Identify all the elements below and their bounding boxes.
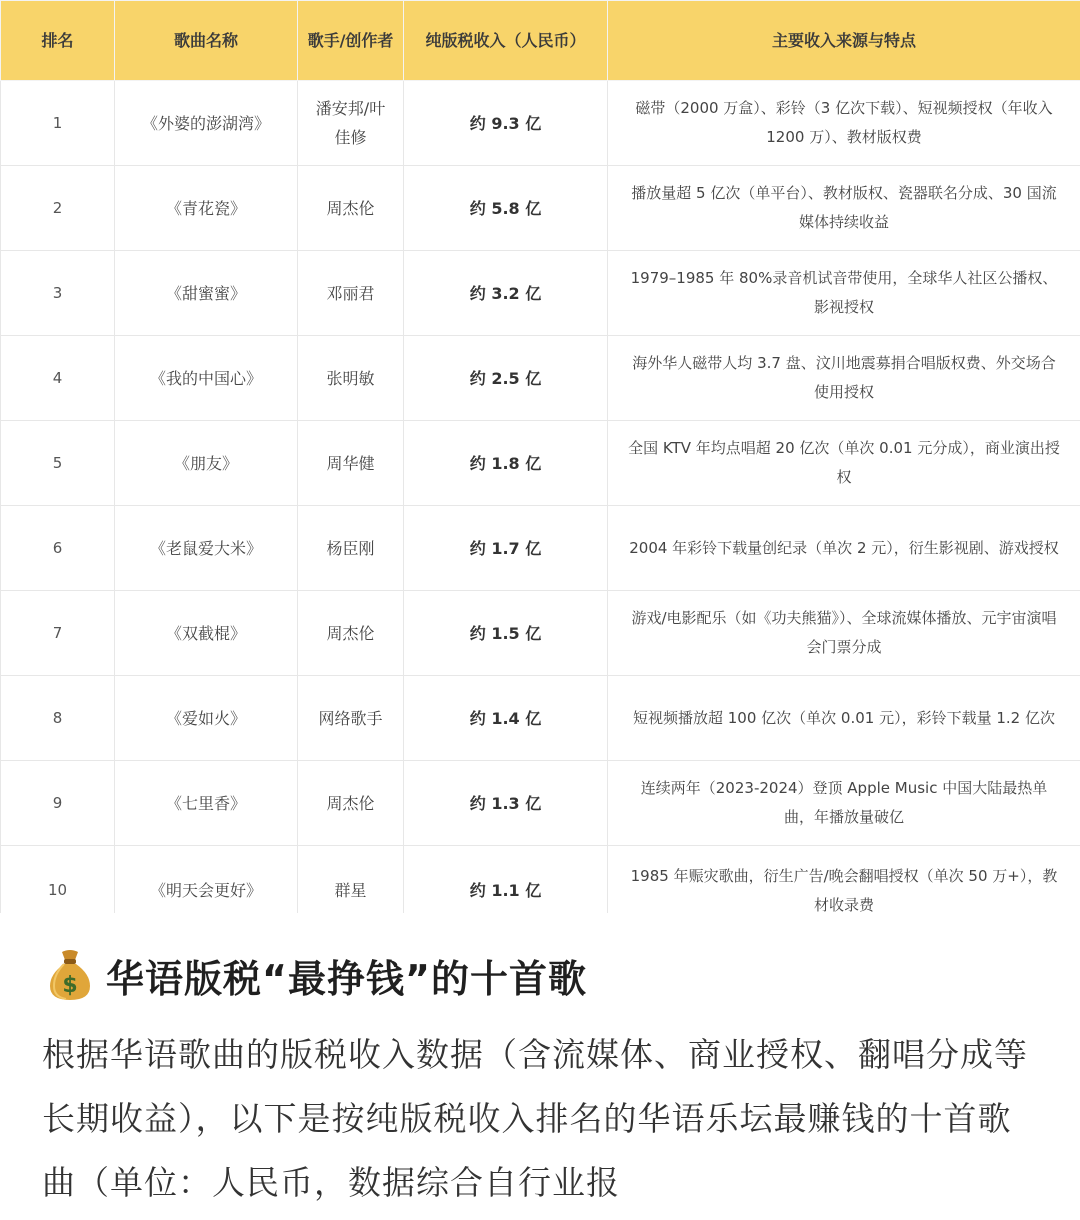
income-cell: 约 3.2 亿 [404, 251, 608, 336]
song-cell: 《老鼠爱大米》 [115, 506, 298, 591]
header-song: 歌曲名称 [115, 1, 298, 81]
table-row [1, 506, 1080, 591]
table-row [1, 421, 1080, 506]
header-artist: 歌手/创作者 [298, 1, 404, 81]
income-cell: 约 1.5 亿 [404, 591, 608, 676]
song-cell: 《朋友》 [115, 421, 298, 506]
artist-cell: 群星 [298, 846, 404, 914]
svg-text:$: $ [62, 973, 78, 998]
table-row [1, 591, 1080, 676]
artist-cell: 周杰伦 [298, 591, 404, 676]
rank-cell: 8 [1, 676, 115, 761]
rank-cell: 5 [1, 421, 115, 506]
income-cell: 约 2.5 亿 [404, 336, 608, 421]
header-income: 纯版税收入（人民币） [404, 1, 608, 81]
source-cell: 播放量超 5 亿次（单平台）、教材版权、瓷器联名分成、30 国流媒体持续收益 [608, 166, 1080, 251]
income-cell: 约 5.8 亿 [404, 166, 608, 251]
song-cell: 《明天会更好》 [115, 846, 298, 914]
table-row [1, 846, 1080, 914]
table-row [1, 166, 1080, 251]
source-cell: 全国 KTV 年均点唱超 20 亿次（单次 0.01 元分成），商业演出授权 [608, 421, 1080, 506]
source-cell: 2004 年彩铃下载量创纪录（单次 2 元），衍生影视剧、游戏授权 [608, 506, 1080, 591]
artist-cell: 网络歌手 [298, 676, 404, 761]
money-bag-icon [46, 948, 94, 1002]
source-cell: 游戏/电影配乐（如《功夫熊猫》）、全球流媒体播放、元宇宙演唱会门票分成 [608, 591, 1080, 676]
source-cell: 1979–1985 年 80%录音机试音带使用，全球华人社区公播权、影视授权 [608, 251, 1080, 336]
table-row [1, 761, 1080, 846]
post-heading [46, 943, 587, 1007]
source-cell: 1985 年赈灾歌曲，衍生广告/晚会翻唱授权（单次 50 万+），教材收录费 [608, 846, 1080, 914]
artist-cell: 周杰伦 [298, 761, 404, 846]
artist-cell: 杨臣刚 [298, 506, 404, 591]
income-cell: 约 1.7 亿 [404, 506, 608, 591]
source-cell: 连续两年（2023-2024）登顶 Apple Music 中国大陆最热单曲，年播放量破亿 [608, 761, 1080, 846]
rank-cell: 10 [1, 846, 115, 914]
song-cell: 《外婆的澎湖湾》 [115, 81, 298, 166]
rank-cell: 1 [1, 81, 115, 166]
post-intro-text: 根据华语歌曲的版税收入数据（含流媒体、商业授权、翻唱分成等长期收益），以下是按纯版税收入排名的华语乐坛最赚钱的十首歌曲（单位：人民币，数据综合自行业报 [42, 1035, 1028, 1202]
income-cell: 约 1.3 亿 [404, 761, 608, 846]
artist-cell: 邓丽君 [298, 251, 404, 336]
header-source: 主要收入来源与特点 [608, 1, 1080, 81]
rank-cell: 7 [1, 591, 115, 676]
song-cell: 《甜蜜蜜》 [115, 251, 298, 336]
post-title: 华语版税“最挣钱”的十首歌 [106, 956, 587, 1001]
source-cell: 磁带（2000 万盒）、彩铃（3 亿次下载）、短视频授权（年收入 1200 万）、教材版权费 [608, 81, 1080, 166]
rank-cell: 2 [1, 166, 115, 251]
income-cell: 约 1.1 亿 [404, 846, 608, 914]
income-cell: 约 1.8 亿 [404, 421, 608, 506]
table-row [1, 336, 1080, 421]
rank-cell: 9 [1, 761, 115, 846]
song-cell: 《我的中国心》 [115, 336, 298, 421]
artist-cell: 潘安邦/叶佳修 [298, 81, 404, 166]
table-row [1, 81, 1080, 166]
table-row [1, 676, 1080, 761]
rank-cell: 3 [1, 251, 115, 336]
song-cell: 《七里香》 [115, 761, 298, 846]
table-header-row [1, 1, 1080, 81]
source-cell: 海外华人磁带人均 3.7 盘、汶川地震募捐合唱版权费、外交场合使用授权 [608, 336, 1080, 421]
artist-cell: 周杰伦 [298, 166, 404, 251]
song-cell: 《青花瓷》 [115, 166, 298, 251]
rank-cell: 6 [1, 506, 115, 591]
artist-cell: 张明敏 [298, 336, 404, 421]
artist-cell: 周华健 [298, 421, 404, 506]
income-cell: 约 1.4 亿 [404, 676, 608, 761]
income-cell: 约 9.3 亿 [404, 81, 608, 166]
song-cell: 《双截棍》 [115, 591, 298, 676]
table-row [1, 251, 1080, 336]
rank-cell: 4 [1, 336, 115, 421]
post-caption [0, 913, 1080, 1220]
header-rank: 排名 [1, 1, 115, 81]
source-cell: 短视频播放超 100 亿次（单次 0.01 元），彩铃下载量 1.2 亿次 [608, 676, 1080, 761]
song-cell: 《爱如火》 [115, 676, 298, 761]
